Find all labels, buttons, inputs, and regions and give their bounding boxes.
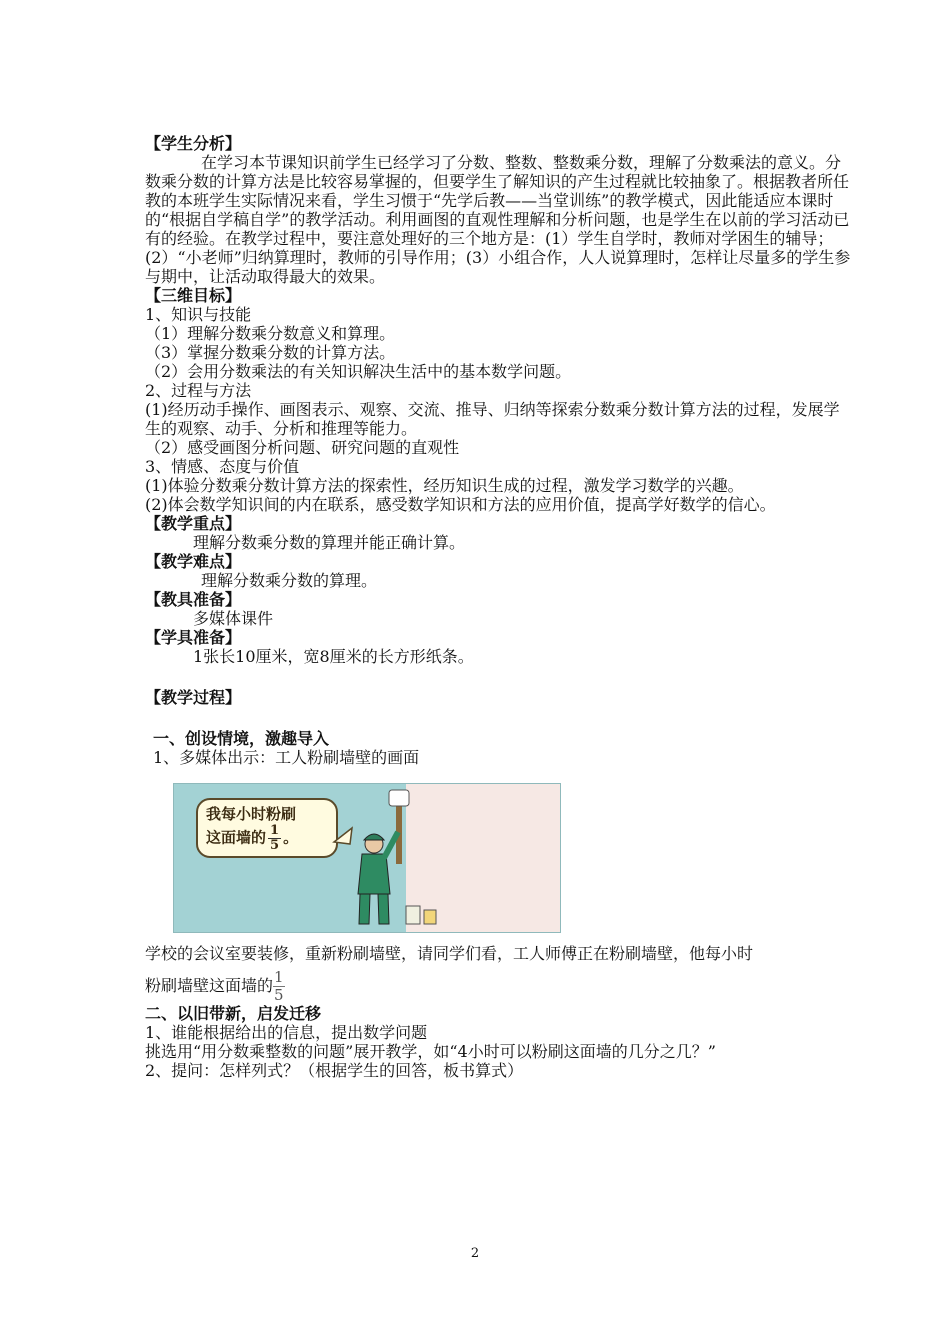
goal-emotion-title: 3、情感、态度与价值 — [145, 457, 300, 476]
section-2-title: 二、以旧带新，启发迁移 — [145, 1004, 322, 1023]
student-analysis-heading: 【学生分析】 — [145, 134, 242, 153]
student-tools-heading: 【学具准备】 — [145, 628, 242, 647]
scene-fraction-numerator: 1 — [274, 968, 284, 986]
bubble-line-2-suffix: 。 — [283, 828, 299, 847]
scene-text-line-1: 学校的会议室要装修，重新粉刷墙壁，请同学们看，工人师傅正在粉刷墙壁，他每小时 — [145, 944, 754, 963]
section-2-item-3: 2、提问：怎样列式？（根据学生的回答，板书算式） — [145, 1061, 524, 1080]
goals-heading: 【三维目标】 — [145, 286, 242, 305]
difficulty-heading: 【教学难点】 — [145, 552, 242, 571]
student-analysis-paragraph: 在学习本节课知识前学生已经学习了分数、整数、整数乘分数，理解了分数乘法的意义。分数乘分数的计算方法是比较容易掌握的，但要学生了解知识的产生过程就比较抽象了。根据教者所任教的本班学生实际情况来看，学生习惯于“先学后教——当堂训练”的教学模式，因此能适应本课时的“根据自学稿自学”的教学活动。利用画图的直观性理解和分析问题，也是学生在以前的学习活动已有的经验。在教学过程中，要注意处理好的三个地方是：(1）学生自学时，教师对学困生的辅导；(2）“小老师”归纳算理时，教师的引导作用；(3）小组合作，人人说算理时，怎样让尽量多的学生参与期中，让活动取得最大的效果。 — [145, 153, 851, 286]
scene-fraction-denominator: 5 — [274, 986, 284, 1004]
bubble-line-2-prefix: 这面墙的 — [206, 828, 267, 847]
goal-knowledge-item-3: （2）会用分数乘法的有关知识解决生活中的基本数学问题。 — [145, 362, 572, 381]
goal-process-item-1: (1)经历动手操作、画图表示、观察、交流、推导、归纳等探索分数乘分数计算方法的过程，发展学生的观察、动手、分析和推理等能力。 — [145, 400, 840, 438]
goal-process-item-2: （2）感受画图分析问题、研究问题的直观性 — [145, 438, 460, 457]
goal-process-title: 2、过程与方法 — [145, 381, 252, 400]
teacher-tools-text: 多媒体课件 — [193, 609, 274, 628]
page-number: 2 — [470, 1246, 480, 1261]
bubble-line-1: 我每小时粉刷 — [206, 805, 297, 823]
bubble-fraction-numerator: 1 — [270, 823, 280, 838]
goal-emotion-item-2: (2)体会数学知识间的内在联系，感受数学知识和方法的应用价值，提高学好数学的信心。 — [145, 495, 776, 514]
difficulty-text: 理解分数乘分数的算理。 — [201, 571, 378, 590]
student-tools-text: 1张长10厘米，宽8厘米的长方形纸条。 — [193, 647, 474, 666]
section-1-title: 一、创设情境，激趣导入 — [153, 729, 330, 748]
goal-knowledge-title: 1、知识与技能 — [145, 305, 252, 324]
goal-knowledge-item-2: （3）掌握分数乘分数的计算方法。 — [145, 343, 396, 362]
process-heading: 【教学过程】 — [145, 688, 242, 707]
worker-painting-illustration — [173, 783, 561, 933]
bubble-fraction-denominator: 5 — [270, 838, 280, 853]
goal-emotion-item-1: (1)体验分数乘分数计算方法的探索性，经历知识生成的过程，激发学习数学的兴趣。 — [145, 476, 744, 495]
key-point-heading: 【教学重点】 — [145, 514, 242, 533]
worker-figure — [174, 784, 560, 932]
key-point-text: 理解分数乘分数的算理并能正确计算。 — [193, 533, 466, 552]
section-2-item-2: 挑选用“用分数乘整数的问题”展开教学，如“4小时可以粉刷这面墙的几分之几？” — [145, 1042, 716, 1061]
document-page — [145, 134, 855, 1080]
section-2-item-1: 1、谁能根据给出的信息，提出数学问题 — [145, 1023, 428, 1042]
scene-fraction — [273, 969, 285, 1004]
teacher-tools-heading: 【教具准备】 — [145, 590, 242, 609]
section-1-item-1: 1、多媒体出示：工人粉刷墙壁的画面 — [153, 748, 420, 767]
goal-knowledge-item-1: （1）理解分数乘分数意义和算理。 — [145, 324, 396, 343]
scene-text-line-2: 粉刷墙壁这面墙的 — [145, 976, 274, 995]
